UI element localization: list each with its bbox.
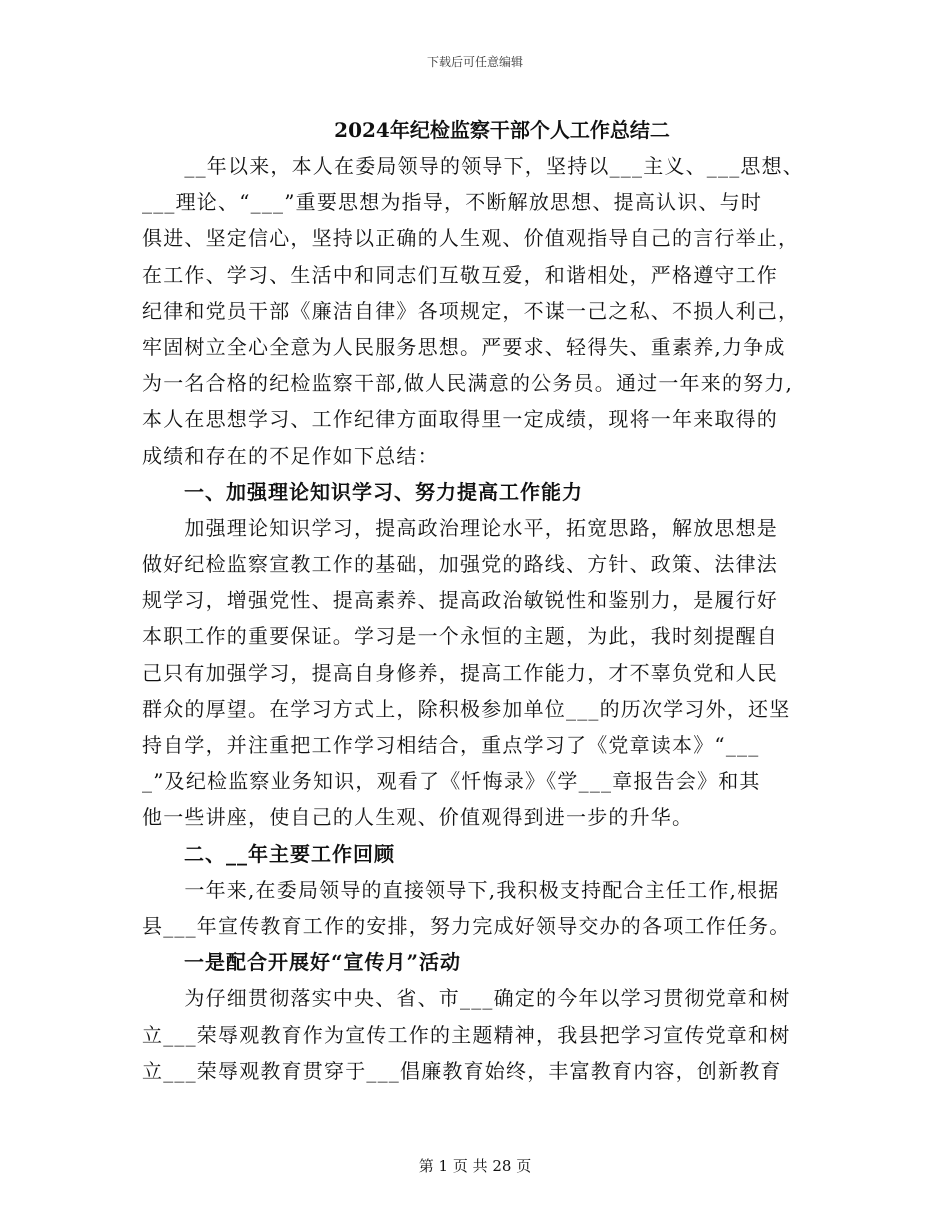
text-line: 纪律和党员干部《廉洁自律》各项规定，不谋一己之私、不损人利己，: [142, 298, 800, 323]
text-line: 本职工作的重要保证。学习是一个永恒的主题，为此，我时刻提醒自: [142, 624, 778, 649]
text-line: 群众的厚望。在学习方式上，除积极参加单位___的历次学习外，还坚: [142, 696, 791, 721]
text-line: 持自学，并注重把工作学习相结合，重点学习了《党章读本》“___: [142, 733, 760, 758]
text-line: 县___年宣传教育工作的安排，努力完成好领导交办的各项工作任务。: [142, 913, 791, 938]
paragraph: [142, 510, 822, 836]
paragraph: [142, 980, 822, 1089]
text-line: 一年来,在委局领导的直接领导下,我积极支持配合主任工作,根据: [142, 877, 780, 902]
paragraph: [142, 872, 822, 944]
document-title: 2024年纪检监察干部个人工作总结二: [334, 118, 670, 142]
text-line: _”及纪检监察业务知识，观看了《忏悔录》《学___章报告会》和其: [142, 769, 761, 794]
text-line: 立___荣辱观教育作为宣传工作的主题精神，我县把学习宣传党章和树: [142, 1022, 791, 1047]
section-heading: 一、加强理论知识学习、努力提高工作能力: [142, 479, 583, 504]
text-line: 牢固树立全心全意为人民服务思想。严要求、轻得失、重素养,力争成: [142, 334, 786, 359]
paragraph: [142, 148, 822, 474]
text-line: 在工作、学习、生活中和同志们互敬互爱，和谐相处，严格遵守工作: [142, 262, 778, 287]
text-line: 俱进、坚定信心，坚持以正确的人生观、价值观指导自己的言行举止，: [142, 226, 800, 251]
text-line: 规学习，增强党性、提高素养、提高政治敏锐性和鉴别力，是履行好: [142, 588, 778, 613]
text-line: 做好纪检监察宣教工作的基础，加强党的路线、方针、政策、法律法: [142, 552, 778, 577]
section-heading: 二、__年主要工作回顾: [142, 841, 395, 866]
text-line: 成绩和存在的不足作如下总结：: [142, 443, 439, 468]
text-line: __年以来，本人在委局领导的领导下，坚持以___主义、___思想、: [142, 154, 804, 178]
text-line: 本人在思想学习、工作纪律方面取得里一定成绩，现将一年来取得的: [142, 407, 778, 432]
text-line: 立___荣辱观教育贯穿于___倡廉教育始终，丰富教育内容，创新教育: [142, 1058, 782, 1083]
text-line: 己只有加强学习，提高自身修养，提高工作能力，才不辜负党和人民: [142, 660, 778, 685]
section-heading: 一是配合开展好“宣传月”活动: [142, 950, 462, 975]
text-line: 加强理论知识学习，提高政治理论水平，拓宽思路，解放思想是: [142, 515, 778, 540]
document-blocks: [142, 148, 822, 1089]
page-header: 下载后可任意编辑: [426, 55, 523, 69]
document-body: [142, 112, 822, 1089]
text-line: 他一些讲座，使自己的人生观、价值观得到进一步的升华。: [142, 805, 694, 830]
text-line: 为一名合格的纪检监察干部,做人民满意的公务员。通过一年来的努力,: [142, 371, 794, 396]
page-footer: 第 1 页 共 28 页: [418, 1157, 532, 1175]
text-line: ___理论、“___”重要思想为指导，不断解放思想、提高认识、与时: [142, 190, 763, 215]
text-line: 为仔细贯彻落实中央、省、市___确定的今年以学习贯彻党章和树: [142, 986, 791, 1011]
